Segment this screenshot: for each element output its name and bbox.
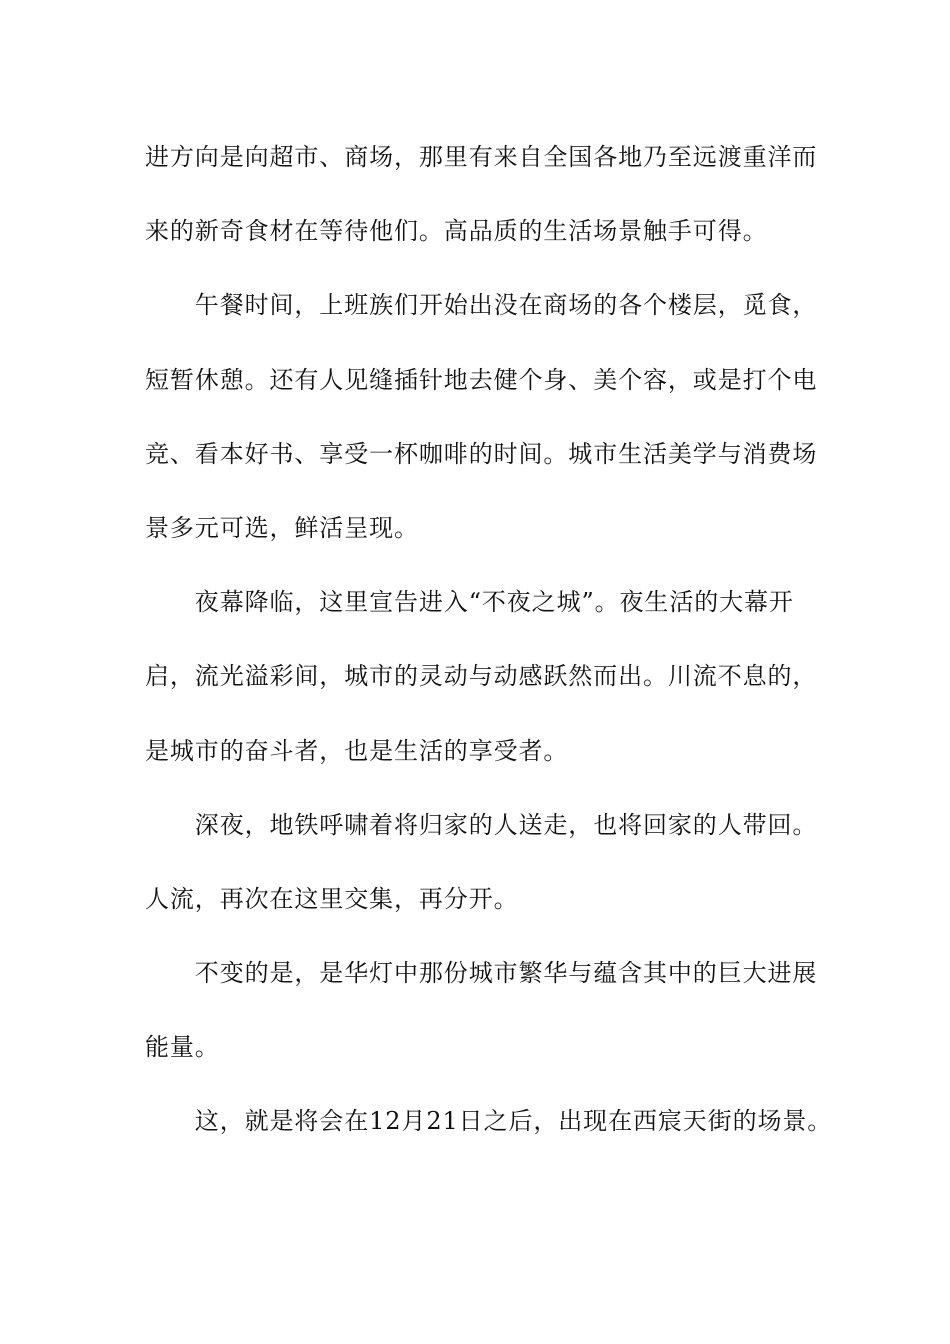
text-line-1: 进方向是向超市、商场，那里有来自全国各地乃至远渡重洋而 xyxy=(145,143,818,171)
text-line-8: 启，流光溢彩间，城市的灵动与动感跃然而出。川流不息的， xyxy=(145,662,818,691)
text-line-3: 午餐时间，上班族们开始出没在商场的各个楼层，觅食， xyxy=(145,291,818,320)
text-line-11: 人流，再次在这里交集，再分开。 xyxy=(145,884,519,913)
text-line-14: 这，就是将会在12月21日之后，出现在西宸天街的场景。 xyxy=(145,1107,833,1136)
text-line-9: 是城市的奋斗者，也是生活的享受者。 xyxy=(145,736,569,765)
body-text xyxy=(145,127,833,1166)
text-line-5: 竞、看本好书、享受一杯咖啡的时间。城市生活美学与消费场 xyxy=(145,439,818,468)
text-line-10: 深夜，地铁呼啸着将归家的人送走，也将回家的人带回。 xyxy=(145,810,818,839)
text-line-13: 能量。 xyxy=(145,1033,220,1062)
text-line-12: 不变的是，是华灯中那份城市繁华与蕴含其中的巨大进展 xyxy=(145,959,818,988)
text-line-2: 来的新奇食材在等待他们。高品质的生活场景触手可得。 xyxy=(145,217,768,246)
text-line-7: 夜幕降临，这里宣告进入“不夜之城”。夜生活的大幕开 xyxy=(145,588,794,617)
text-line-4: 短暂休憩。还有人见缝插针地去健个身、美个容，或是打个电 xyxy=(145,365,818,394)
text-line-6: 景多元可选，鲜活呈现。 xyxy=(145,513,419,542)
